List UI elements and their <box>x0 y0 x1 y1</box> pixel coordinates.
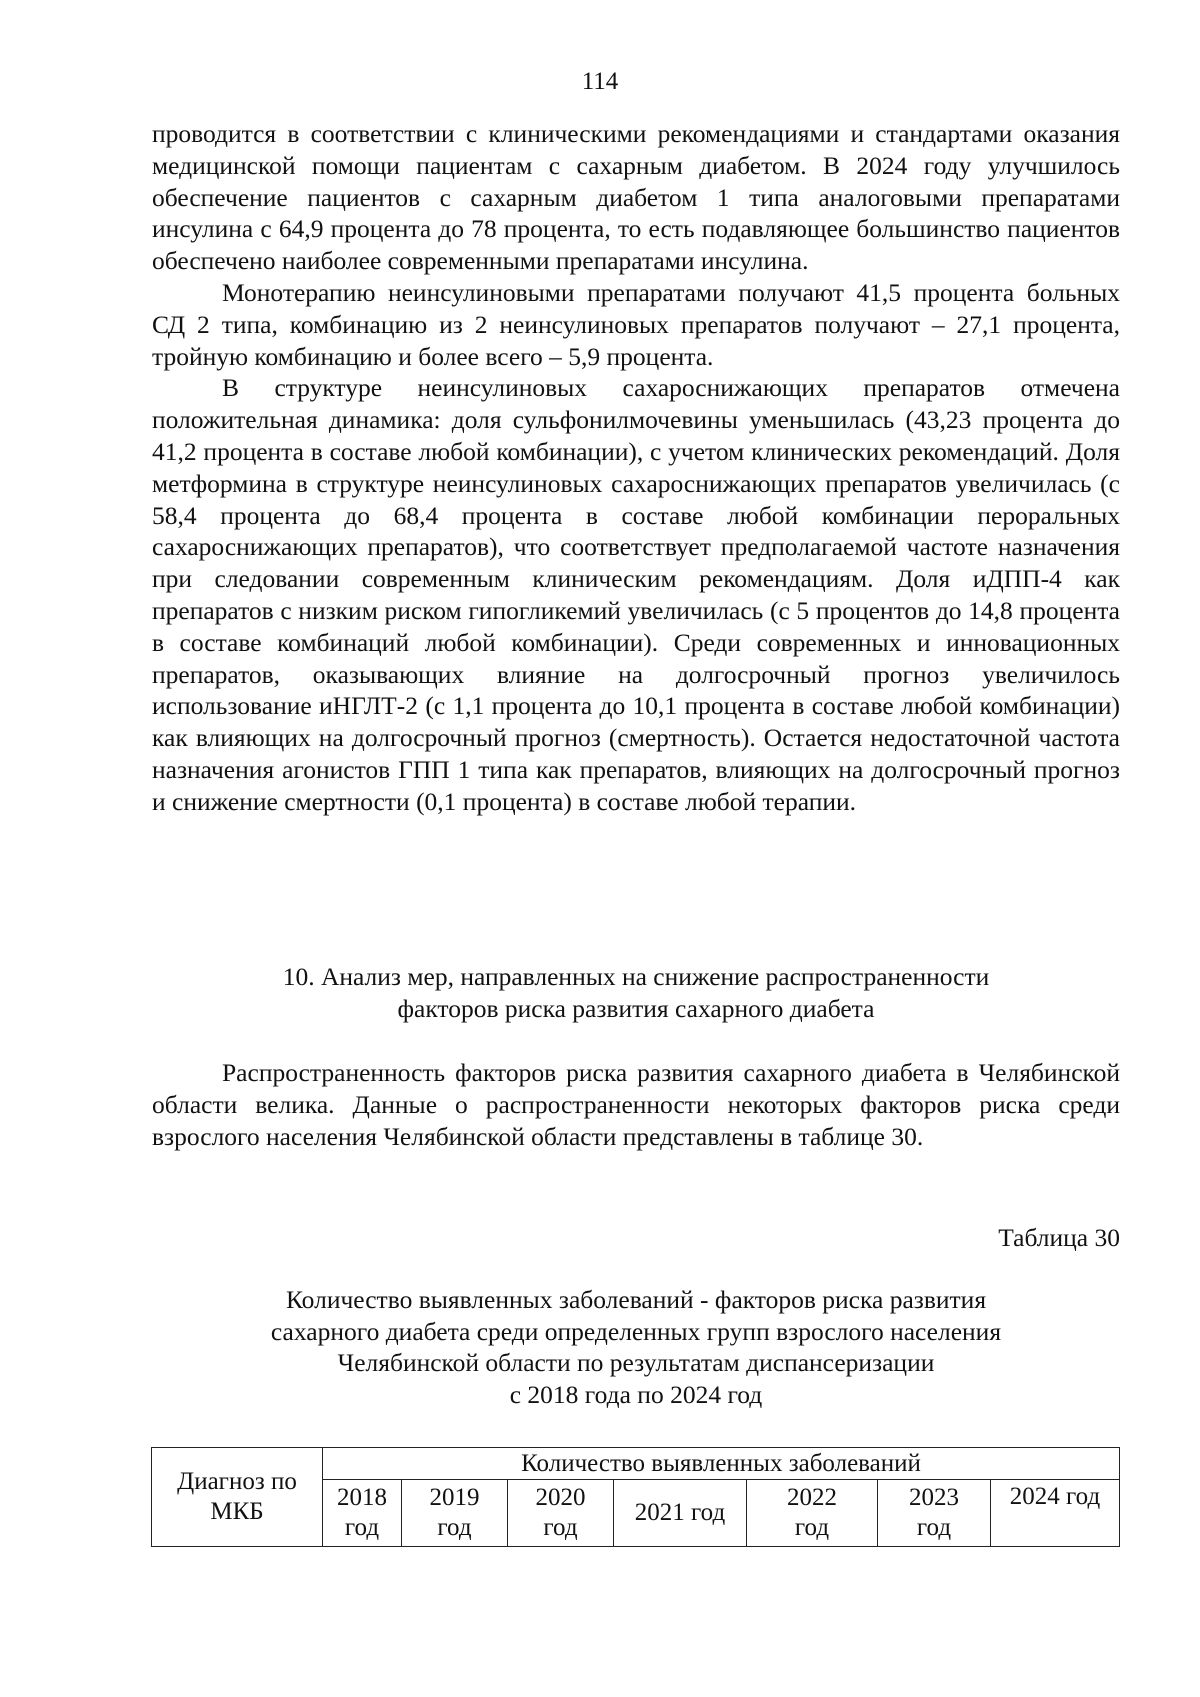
section-heading-line: факторов риска развития сахарного диабета <box>397 994 875 1023</box>
year-value: 2023 <box>909 1484 959 1511</box>
year-header-2024 <box>991 1480 1120 1547</box>
body-text <box>152 118 1120 818</box>
diagnosis-header-line: Диагноз по <box>177 1468 297 1495</box>
year-suffix: год <box>916 1514 952 1541</box>
table-header-row <box>152 1448 1120 1480</box>
section-heading <box>152 961 1120 1025</box>
table-title-line: Количество выявленных заболеваний - факторов риска развития <box>285 1285 987 1314</box>
year-header-2023 <box>878 1480 991 1547</box>
year-header-2019 <box>402 1480 508 1547</box>
year-value: 2021 год <box>634 1499 726 1526</box>
year-header-2020 <box>508 1480 614 1547</box>
section-paragraph: Распространенность факторов риска развития сахарного диабета в Челябинской области велика. Данные о распространенности некоторых факторов риска среди взрослого населения Челябинской области представлены в таблице 30. <box>152 1058 1120 1151</box>
year-value: 2020 <box>535 1484 586 1511</box>
year-value: 2019 <box>429 1484 480 1511</box>
table-label: Таблица 30 <box>998 1223 1120 1252</box>
year-suffix: год <box>344 1514 380 1541</box>
count-group-header: Количество выявленных заболеваний <box>323 1448 1120 1480</box>
risk-factors-table <box>151 1447 1120 1547</box>
paragraph-2: Монотерапию неинсулиновыми препаратами получают 41,5 процента больных СД 2 типа, комбинацию из 2 неинсулиновых препаратов получают – 27,1 процента, тройную комбинацию и более всего – 5,9 процента. <box>152 277 1120 371</box>
table-title-line: Челябинской области по результатам диспансеризации <box>337 1348 935 1377</box>
year-header-2022 <box>747 1480 878 1547</box>
table-title <box>152 1284 1120 1410</box>
page-number: 114 <box>581 68 619 95</box>
year-header-2018 <box>323 1480 402 1547</box>
year-suffix: год <box>437 1514 472 1541</box>
diagnosis-header-line: МКБ <box>210 1498 264 1525</box>
table-title-line: с 2018 года по 2024 год <box>509 1379 763 1409</box>
year-value: 2018 <box>337 1484 387 1511</box>
diagnosis-header <box>152 1448 323 1547</box>
year-suffix: год <box>794 1514 830 1541</box>
year-value: 2024 год <box>1009 1483 1101 1510</box>
year-value: 2022 <box>787 1484 837 1511</box>
year-header-2021 <box>614 1480 747 1547</box>
table-title-line: сахарного диабета среди определенных групп взрослого населения <box>270 1316 1002 1346</box>
paragraph-3: В структуре неинсулиновых сахароснижающих препаратов отмечена положительная динамика: доля сульфонилмочевины уменьшилась (43,23 процента до 41,2 процента в составе любой комбинации), с учетом клинических рекомендаций. Доля метформина в структуре неинсулиновых сахароснижающих препаратов увеличилась (с 58,4 процента до 68,4 процента в составе любой комбинации пероральных сахароснижающих препаратов), что соответствует предполагаемой частоте назначения при следовании современным клиническим рекомендациям. Доля иДПП-4 как препаратов с низким риском гипогликемий увеличилась (с 5 процентов до 14,8 процента в составе комбинаций любой комбинации). Среди современных и инновационных препаратов, оказывающих влияние на долгосрочный прогноз увеличилось использование иНГЛТ-2 (с 1,1 процента до 10,1 процента в составе любой комбинации) как влияющих на долгосрочный прогноз (смертность). Остается недостаточной частота назначения агонистов ГПП 1 типа как препаратов, влияющих на долгосрочный прогноз и снижение смертности (0,1 процента) в составе любой терапии. <box>152 373 1120 816</box>
section-body <box>152 1057 1120 1152</box>
year-suffix: год <box>543 1514 578 1541</box>
paragraph-1: проводится в соответствии с клиническими рекомендациями и стандартами оказания медицинской помощи пациентам с сахарным диабетом. В 2024 году улучшилось обеспечение пациентов с сахарным диабетом 1 типа аналоговыми препаратами инсулина с 64,9 процента до 78 процента, то есть подавляющее большинство пациентов обеспечено наиболее современными препаратами инсулина. <box>152 119 1120 276</box>
section-heading-line: 10. Анализ мер, направленных на снижение распространенности <box>282 962 990 991</box>
